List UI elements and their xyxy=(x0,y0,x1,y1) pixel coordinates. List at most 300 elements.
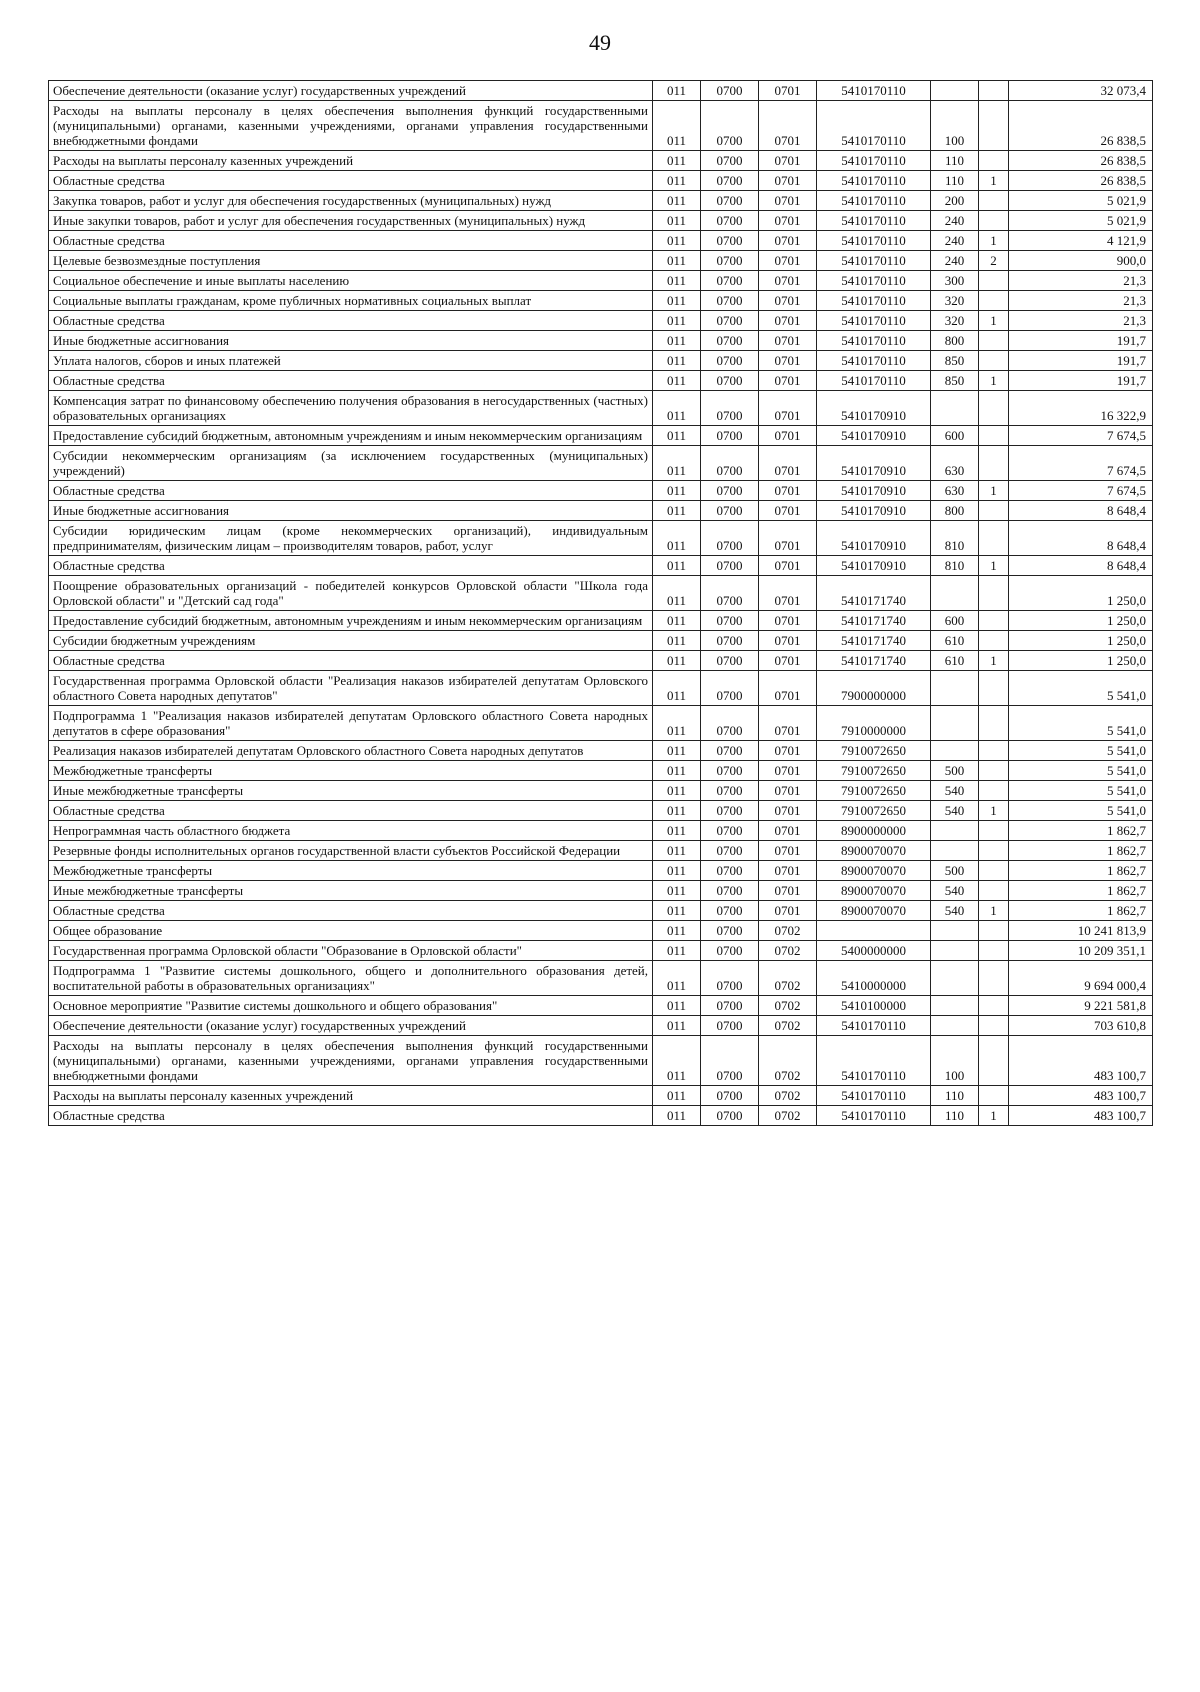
funding-source-cell: 2 xyxy=(979,251,1009,271)
expense-type-cell: 800 xyxy=(931,501,979,521)
funding-source-cell: 1 xyxy=(979,556,1009,576)
table-row xyxy=(49,841,1153,861)
amount-cell: 21,3 xyxy=(1009,291,1153,311)
amount-cell: 1 250,0 xyxy=(1009,611,1153,631)
section-code-cell: 0700 xyxy=(701,81,759,101)
ministry-code-cell: 011 xyxy=(653,311,701,331)
table-row xyxy=(49,211,1153,231)
ministry-code-cell: 011 xyxy=(653,781,701,801)
funding-source-cell xyxy=(979,331,1009,351)
table-row xyxy=(49,706,1153,741)
amount-cell: 8 648,4 xyxy=(1009,521,1153,556)
ministry-code-cell: 011 xyxy=(653,741,701,761)
row-name-cell: Непрограммная часть областного бюджета xyxy=(49,821,653,841)
row-name-cell: Государственная программа Орловской области "Образование в Орловской области" xyxy=(49,941,653,961)
funding-source-cell xyxy=(979,101,1009,151)
subsection-code-cell: 0702 xyxy=(759,1016,817,1036)
row-name-cell: Расходы на выплаты персоналу казенных учреждений xyxy=(49,1086,653,1106)
table-row xyxy=(49,446,1153,481)
table-row xyxy=(49,501,1153,521)
ministry-code-cell: 011 xyxy=(653,446,701,481)
funding-source-cell xyxy=(979,881,1009,901)
section-code-cell: 0700 xyxy=(701,611,759,631)
expense-type-cell: 320 xyxy=(931,291,979,311)
subsection-code-cell: 0701 xyxy=(759,821,817,841)
amount-cell: 1 250,0 xyxy=(1009,631,1153,651)
row-name-cell: Закупка товаров, работ и услуг для обеспечения государственных (муниципальных) нужд xyxy=(49,191,653,211)
funding-source-cell xyxy=(979,291,1009,311)
expense-type-cell: 500 xyxy=(931,861,979,881)
expense-type-cell: 240 xyxy=(931,251,979,271)
funding-source-cell xyxy=(979,941,1009,961)
expense-type-cell xyxy=(931,706,979,741)
table-row xyxy=(49,671,1153,706)
section-code-cell: 0700 xyxy=(701,861,759,881)
subsection-code-cell: 0701 xyxy=(759,191,817,211)
funding-source-cell xyxy=(979,631,1009,651)
subsection-code-cell: 0701 xyxy=(759,426,817,446)
table-row xyxy=(49,881,1153,901)
target-article-cell: 5410170910 xyxy=(817,501,931,521)
funding-source-cell xyxy=(979,611,1009,631)
target-article-cell: 7910072650 xyxy=(817,761,931,781)
expense-type-cell xyxy=(931,961,979,996)
ministry-code-cell: 011 xyxy=(653,556,701,576)
ministry-code-cell: 011 xyxy=(653,521,701,556)
funding-source-cell xyxy=(979,521,1009,556)
subsection-code-cell: 0701 xyxy=(759,151,817,171)
section-code-cell: 0700 xyxy=(701,251,759,271)
row-name-cell: Резервные фонды исполнительных органов государственной власти субъектов Российской Федерации xyxy=(49,841,653,861)
table-row xyxy=(49,1036,1153,1086)
funding-source-cell: 1 xyxy=(979,371,1009,391)
expense-type-cell: 100 xyxy=(931,101,979,151)
ministry-code-cell: 011 xyxy=(653,351,701,371)
amount-cell: 5 021,9 xyxy=(1009,191,1153,211)
amount-cell: 9 221 581,8 xyxy=(1009,996,1153,1016)
target-article-cell: 7910072650 xyxy=(817,801,931,821)
subsection-code-cell: 0701 xyxy=(759,351,817,371)
row-name-cell: Государственная программа Орловской области "Реализация наказов избирателей депутатам Орловского областного Совета народных депутатов" xyxy=(49,671,653,706)
row-name-cell: Предоставление субсидий бюджетным, автономным учреждениям и иным некоммерческим организациям xyxy=(49,611,653,631)
table-row xyxy=(49,1016,1153,1036)
ministry-code-cell: 011 xyxy=(653,211,701,231)
expense-type-cell: 540 xyxy=(931,881,979,901)
amount-cell: 1 250,0 xyxy=(1009,651,1153,671)
row-name-cell: Социальные выплаты гражданам, кроме публичных нормативных социальных выплат xyxy=(49,291,653,311)
subsection-code-cell: 0701 xyxy=(759,331,817,351)
ministry-code-cell: 011 xyxy=(653,271,701,291)
amount-cell: 7 674,5 xyxy=(1009,481,1153,501)
subsection-code-cell: 0701 xyxy=(759,801,817,821)
section-code-cell: 0700 xyxy=(701,151,759,171)
funding-source-cell: 1 xyxy=(979,311,1009,331)
subsection-code-cell: 0702 xyxy=(759,996,817,1016)
expense-type-cell: 630 xyxy=(931,446,979,481)
section-code-cell: 0700 xyxy=(701,171,759,191)
row-name-cell: Иные бюджетные ассигнования xyxy=(49,331,653,351)
amount-cell: 191,7 xyxy=(1009,351,1153,371)
subsection-code-cell: 0701 xyxy=(759,251,817,271)
target-article-cell: 8900070070 xyxy=(817,861,931,881)
expense-type-cell: 500 xyxy=(931,761,979,781)
amount-cell: 191,7 xyxy=(1009,331,1153,351)
table-row xyxy=(49,556,1153,576)
row-name-cell: Компенсация затрат по финансовому обеспечению получения образования в негосударственных (частных) образовательных организациях xyxy=(49,391,653,426)
target-article-cell: 5410170910 xyxy=(817,556,931,576)
funding-source-cell xyxy=(979,861,1009,881)
target-article-cell: 7900000000 xyxy=(817,671,931,706)
subsection-code-cell: 0702 xyxy=(759,1036,817,1086)
row-name-cell: Социальное обеспечение и иные выплаты населению xyxy=(49,271,653,291)
section-code-cell: 0700 xyxy=(701,821,759,841)
target-article-cell: 5410170910 xyxy=(817,391,931,426)
funding-source-cell xyxy=(979,426,1009,446)
expense-type-cell xyxy=(931,81,979,101)
expense-type-cell: 800 xyxy=(931,331,979,351)
subsection-code-cell: 0701 xyxy=(759,481,817,501)
expense-type-cell: 110 xyxy=(931,1086,979,1106)
target-article-cell: 5410170110 xyxy=(817,211,931,231)
amount-cell: 703 610,8 xyxy=(1009,1016,1153,1036)
funding-source-cell xyxy=(979,151,1009,171)
subsection-code-cell: 0702 xyxy=(759,1086,817,1106)
expense-type-cell xyxy=(931,671,979,706)
amount-cell: 5 541,0 xyxy=(1009,801,1153,821)
table-row xyxy=(49,391,1153,426)
funding-source-cell xyxy=(979,501,1009,521)
expense-type-cell: 600 xyxy=(931,426,979,446)
section-code-cell: 0700 xyxy=(701,291,759,311)
amount-cell: 10 241 813,9 xyxy=(1009,921,1153,941)
expense-type-cell: 850 xyxy=(931,351,979,371)
row-name-cell: Расходы на выплаты персоналу в целях обеспечения выполнения функций государственными (муниципальными) органами, казенными учреждениями, органами управления государственными внебюджетными фондами xyxy=(49,101,653,151)
ministry-code-cell: 011 xyxy=(653,1086,701,1106)
amount-cell: 5 541,0 xyxy=(1009,671,1153,706)
table-row xyxy=(49,901,1153,921)
table-row xyxy=(49,331,1153,351)
amount-cell: 10 209 351,1 xyxy=(1009,941,1153,961)
target-article-cell: 5410170110 xyxy=(817,1036,931,1086)
subsection-code-cell: 0702 xyxy=(759,921,817,941)
target-article-cell: 5410000000 xyxy=(817,961,931,996)
subsection-code-cell: 0701 xyxy=(759,741,817,761)
funding-source-cell xyxy=(979,821,1009,841)
target-article-cell: 5410171740 xyxy=(817,651,931,671)
amount-cell: 32 073,4 xyxy=(1009,81,1153,101)
target-article-cell: 5410171740 xyxy=(817,631,931,651)
section-code-cell: 0700 xyxy=(701,801,759,821)
expense-type-cell: 240 xyxy=(931,231,979,251)
ministry-code-cell: 011 xyxy=(653,501,701,521)
row-name-cell: Областные средства xyxy=(49,901,653,921)
row-name-cell: Уплата налогов, сборов и иных платежей xyxy=(49,351,653,371)
expense-type-cell xyxy=(931,576,979,611)
expense-type-cell xyxy=(931,921,979,941)
target-article-cell: 8900070070 xyxy=(817,841,931,861)
amount-cell: 900,0 xyxy=(1009,251,1153,271)
table-row xyxy=(49,941,1153,961)
target-article-cell: 7910072650 xyxy=(817,781,931,801)
ministry-code-cell: 011 xyxy=(653,921,701,941)
row-name-cell: Обеспечение деятельности (оказание услуг) государственных учреждений xyxy=(49,81,653,101)
funding-source-cell xyxy=(979,1086,1009,1106)
target-article-cell: 5410170110 xyxy=(817,231,931,251)
subsection-code-cell: 0701 xyxy=(759,631,817,651)
target-article-cell: 5410171740 xyxy=(817,611,931,631)
ministry-code-cell: 011 xyxy=(653,101,701,151)
amount-cell: 21,3 xyxy=(1009,311,1153,331)
target-article-cell: 5410170110 xyxy=(817,331,931,351)
ministry-code-cell: 011 xyxy=(653,151,701,171)
subsection-code-cell: 0701 xyxy=(759,841,817,861)
amount-cell: 1 862,7 xyxy=(1009,841,1153,861)
amount-cell: 483 100,7 xyxy=(1009,1036,1153,1086)
ministry-code-cell: 011 xyxy=(653,231,701,251)
target-article-cell: 7910072650 xyxy=(817,741,931,761)
subsection-code-cell: 0701 xyxy=(759,391,817,426)
ministry-code-cell: 011 xyxy=(653,171,701,191)
row-name-cell: Иные межбюджетные трансферты xyxy=(49,881,653,901)
amount-cell: 8 648,4 xyxy=(1009,501,1153,521)
subsection-code-cell: 0701 xyxy=(759,101,817,151)
row-name-cell: Областные средства xyxy=(49,1106,653,1126)
row-name-cell: Субсидии некоммерческим организациям (за исключением государственных (муниципальных) учреждений) xyxy=(49,446,653,481)
funding-source-cell xyxy=(979,761,1009,781)
section-code-cell: 0700 xyxy=(701,921,759,941)
section-code-cell: 0700 xyxy=(701,706,759,741)
funding-source-cell xyxy=(979,781,1009,801)
target-article-cell: 5410170110 xyxy=(817,101,931,151)
expense-type-cell: 540 xyxy=(931,801,979,821)
row-name-cell: Областные средства xyxy=(49,481,653,501)
section-code-cell: 0700 xyxy=(701,651,759,671)
row-name-cell: Подпрограмма 1 "Развитие системы дошкольного, общего и дополнительного образования детей, воспитательной работы в образовательных организациях" xyxy=(49,961,653,996)
table-row xyxy=(49,426,1153,446)
row-name-cell: Предоставление субсидий бюджетным, автономным учреждениям и иным некоммерческим организациям xyxy=(49,426,653,446)
table-row xyxy=(49,821,1153,841)
funding-source-cell xyxy=(979,446,1009,481)
ministry-code-cell: 011 xyxy=(653,291,701,311)
ministry-code-cell: 011 xyxy=(653,191,701,211)
row-name-cell: Областные средства xyxy=(49,556,653,576)
subsection-code-cell: 0701 xyxy=(759,706,817,741)
subsection-code-cell: 0701 xyxy=(759,671,817,706)
amount-cell: 5 541,0 xyxy=(1009,706,1153,741)
expense-type-cell: 610 xyxy=(931,631,979,651)
section-code-cell: 0700 xyxy=(701,1016,759,1036)
subsection-code-cell: 0701 xyxy=(759,881,817,901)
ministry-code-cell: 011 xyxy=(653,881,701,901)
table-row xyxy=(49,1106,1153,1126)
table-row xyxy=(49,371,1153,391)
ministry-code-cell: 011 xyxy=(653,671,701,706)
funding-source-cell: 1 xyxy=(979,231,1009,251)
row-name-cell: Межбюджетные трансферты xyxy=(49,761,653,781)
table-row xyxy=(49,231,1153,251)
row-name-cell: Субсидии юридическим лицам (кроме некоммерческих организаций), индивидуальным предпринимателям, физическим лицам – производителям товаров, работ, услуг xyxy=(49,521,653,556)
amount-cell: 1 862,7 xyxy=(1009,881,1153,901)
amount-cell: 5 021,9 xyxy=(1009,211,1153,231)
subsection-code-cell: 0701 xyxy=(759,371,817,391)
section-code-cell: 0700 xyxy=(701,271,759,291)
section-code-cell: 0700 xyxy=(701,671,759,706)
funding-source-cell xyxy=(979,961,1009,996)
expense-type-cell: 600 xyxy=(931,611,979,631)
amount-cell: 483 100,7 xyxy=(1009,1086,1153,1106)
funding-source-cell xyxy=(979,741,1009,761)
section-code-cell: 0700 xyxy=(701,446,759,481)
target-article-cell: 7910000000 xyxy=(817,706,931,741)
target-article-cell: 5410170110 xyxy=(817,1016,931,1036)
section-code-cell: 0700 xyxy=(701,901,759,921)
subsection-code-cell: 0701 xyxy=(759,231,817,251)
section-code-cell: 0700 xyxy=(701,1106,759,1126)
table-row xyxy=(49,481,1153,501)
funding-source-cell xyxy=(979,706,1009,741)
funding-source-cell: 1 xyxy=(979,481,1009,501)
row-name-cell: Областные средства xyxy=(49,371,653,391)
ministry-code-cell: 011 xyxy=(653,1106,701,1126)
ministry-code-cell: 011 xyxy=(653,706,701,741)
funding-source-cell xyxy=(979,391,1009,426)
target-article-cell: 5400000000 xyxy=(817,941,931,961)
subsection-code-cell: 0701 xyxy=(759,576,817,611)
target-article-cell: 8900070070 xyxy=(817,901,931,921)
table-row xyxy=(49,151,1153,171)
table-row xyxy=(49,311,1153,331)
row-name-cell: Поощрение образовательных организаций - победителей конкурсов Орловской области "Школа года Орловской области" и "Детский сад года" xyxy=(49,576,653,611)
expense-type-cell: 110 xyxy=(931,1106,979,1126)
target-article-cell: 5410170110 xyxy=(817,171,931,191)
expense-type-cell: 810 xyxy=(931,556,979,576)
table-row xyxy=(49,191,1153,211)
row-name-cell: Общее образование xyxy=(49,921,653,941)
target-article-cell: 5410170910 xyxy=(817,481,931,501)
target-article-cell: 5410170110 xyxy=(817,1106,931,1126)
table-row xyxy=(49,961,1153,996)
amount-cell: 5 541,0 xyxy=(1009,741,1153,761)
table-row xyxy=(49,761,1153,781)
table-row xyxy=(49,251,1153,271)
budget-table xyxy=(48,80,1153,1126)
ministry-code-cell: 011 xyxy=(653,371,701,391)
row-name-cell: Иные бюджетные ассигнования xyxy=(49,501,653,521)
section-code-cell: 0700 xyxy=(701,101,759,151)
row-name-cell: Реализация наказов избирателей депутатам Орловского областного Совета народных депутатов xyxy=(49,741,653,761)
section-code-cell: 0700 xyxy=(701,481,759,501)
ministry-code-cell: 011 xyxy=(653,801,701,821)
section-code-cell: 0700 xyxy=(701,556,759,576)
amount-cell: 191,7 xyxy=(1009,371,1153,391)
amount-cell: 1 862,7 xyxy=(1009,861,1153,881)
row-name-cell: Расходы на выплаты персоналу казенных учреждений xyxy=(49,151,653,171)
subsection-code-cell: 0702 xyxy=(759,1106,817,1126)
target-article-cell: 5410170910 xyxy=(817,426,931,446)
target-article-cell: 5410170110 xyxy=(817,191,931,211)
amount-cell: 483 100,7 xyxy=(1009,1106,1153,1126)
section-code-cell: 0700 xyxy=(701,741,759,761)
row-name-cell: Целевые безвозмездные поступления xyxy=(49,251,653,271)
table-row xyxy=(49,291,1153,311)
section-code-cell: 0700 xyxy=(701,351,759,371)
target-article-cell: 5410171740 xyxy=(817,576,931,611)
funding-source-cell: 1 xyxy=(979,651,1009,671)
table-row xyxy=(49,801,1153,821)
row-name-cell: Областные средства xyxy=(49,311,653,331)
amount-cell: 26 838,5 xyxy=(1009,151,1153,171)
row-name-cell: Основное мероприятие "Развитие системы дошкольного и общего образования" xyxy=(49,996,653,1016)
subsection-code-cell: 0701 xyxy=(759,901,817,921)
row-name-cell: Межбюджетные трансферты xyxy=(49,861,653,881)
section-code-cell: 0700 xyxy=(701,391,759,426)
expense-type-cell xyxy=(931,941,979,961)
amount-cell: 26 838,5 xyxy=(1009,101,1153,151)
expense-type-cell xyxy=(931,821,979,841)
subsection-code-cell: 0701 xyxy=(759,781,817,801)
amount-cell: 1 862,7 xyxy=(1009,821,1153,841)
subsection-code-cell: 0701 xyxy=(759,81,817,101)
funding-source-cell xyxy=(979,841,1009,861)
section-code-cell: 0700 xyxy=(701,371,759,391)
expense-type-cell xyxy=(931,996,979,1016)
row-name-cell: Областные средства xyxy=(49,231,653,251)
ministry-code-cell: 011 xyxy=(653,901,701,921)
target-article-cell: 8900000000 xyxy=(817,821,931,841)
expense-type-cell: 540 xyxy=(931,901,979,921)
section-code-cell: 0700 xyxy=(701,1086,759,1106)
section-code-cell: 0700 xyxy=(701,426,759,446)
ministry-code-cell: 011 xyxy=(653,426,701,446)
subsection-code-cell: 0701 xyxy=(759,446,817,481)
funding-source-cell xyxy=(979,1016,1009,1036)
subsection-code-cell: 0701 xyxy=(759,291,817,311)
expense-type-cell: 200 xyxy=(931,191,979,211)
ministry-code-cell: 011 xyxy=(653,576,701,611)
section-code-cell: 0700 xyxy=(701,576,759,611)
funding-source-cell xyxy=(979,81,1009,101)
row-name-cell: Подпрограмма 1 "Реализация наказов избирателей депутатам Орловского областного Совета народных депутатов в сфере образования" xyxy=(49,706,653,741)
funding-source-cell: 1 xyxy=(979,1106,1009,1126)
subsection-code-cell: 0701 xyxy=(759,861,817,881)
row-name-cell: Областные средства xyxy=(49,801,653,821)
expense-type-cell xyxy=(931,1016,979,1036)
amount-cell: 5 541,0 xyxy=(1009,761,1153,781)
amount-cell: 9 694 000,4 xyxy=(1009,961,1153,996)
amount-cell: 8 648,4 xyxy=(1009,556,1153,576)
subsection-code-cell: 0701 xyxy=(759,171,817,191)
funding-source-cell xyxy=(979,1036,1009,1086)
funding-source-cell xyxy=(979,271,1009,291)
subsection-code-cell: 0702 xyxy=(759,961,817,996)
table-row xyxy=(49,741,1153,761)
ministry-code-cell: 011 xyxy=(653,81,701,101)
table-row xyxy=(49,996,1153,1016)
target-article-cell: 5410170110 xyxy=(817,151,931,171)
table-row xyxy=(49,631,1153,651)
expense-type-cell: 810 xyxy=(931,521,979,556)
section-code-cell: 0700 xyxy=(701,521,759,556)
section-code-cell: 0700 xyxy=(701,191,759,211)
amount-cell: 7 674,5 xyxy=(1009,446,1153,481)
amount-cell: 16 322,9 xyxy=(1009,391,1153,426)
target-article-cell xyxy=(817,921,931,941)
funding-source-cell xyxy=(979,351,1009,371)
ministry-code-cell: 011 xyxy=(653,331,701,351)
expense-type-cell: 100 xyxy=(931,1036,979,1086)
section-code-cell: 0700 xyxy=(701,781,759,801)
ministry-code-cell: 011 xyxy=(653,1016,701,1036)
